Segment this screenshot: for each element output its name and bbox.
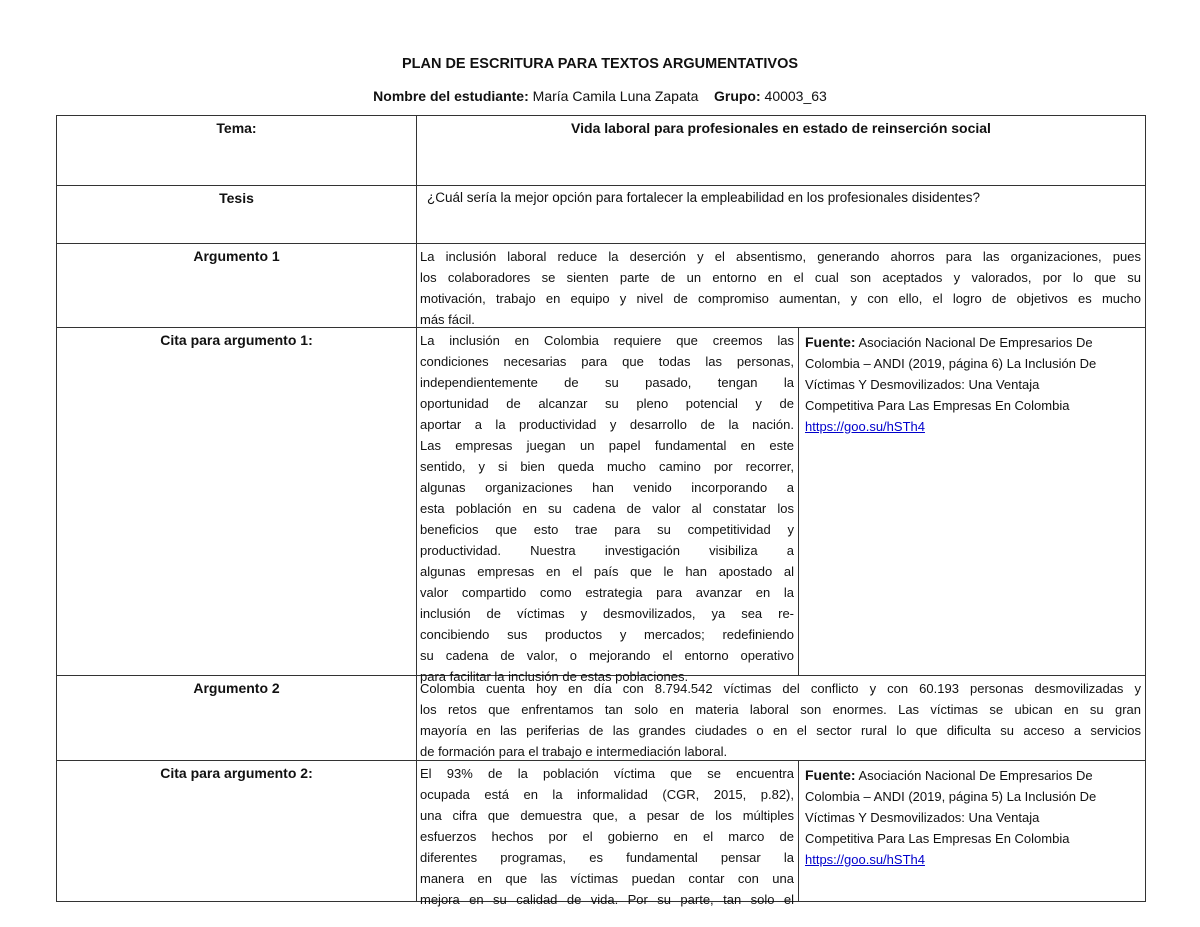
- row-tesis: [57, 185, 1145, 243]
- text-line: concibiendo sus productos y mercados; redefiniendo: [420, 627, 794, 642]
- cita-1-quote: [417, 328, 799, 684]
- text-line: condiciones necesarias para que todas las personas,: [420, 354, 794, 369]
- row-tema: [57, 116, 1145, 185]
- argumento-1-label: Argumento 1: [57, 244, 417, 327]
- text-line: ocupada está en la informalidad (CGR, 2015, p.82),: [420, 787, 794, 802]
- source-line: Víctimas Y Desmovilizados: Una Ventaja: [805, 377, 1040, 392]
- source-link[interactable]: https://goo.su/hSTh4: [805, 852, 925, 867]
- text-line: Las empresas juegan un papel fundamental en este: [420, 438, 794, 453]
- row-cita-2: [57, 760, 1145, 907]
- text-line: más fácil.: [420, 312, 475, 327]
- argumento-1-text: [417, 244, 1145, 327]
- tema-label: Tema:: [57, 116, 417, 185]
- source-label: Fuente:: [805, 334, 856, 350]
- text-line: esfuerzos hechos por el gobierno en el marco de: [420, 829, 794, 844]
- cita-2-source: [799, 761, 1145, 901]
- cita-1-label: Cita para argumento 1:: [57, 328, 417, 675]
- text-line: inclusión de víctimas y desmovilizados, ya sea re-: [420, 606, 794, 621]
- cita-1-source: [799, 328, 1145, 675]
- text-line: El 93% de la población víctima que se encuentra: [420, 766, 794, 781]
- source-label: Fuente:: [805, 767, 856, 783]
- tesis-label: Tesis: [57, 186, 417, 243]
- source-line: Competitiva Para Las Empresas En Colombia: [805, 398, 1070, 413]
- row-cita-1: [57, 327, 1145, 684]
- text-line: de formación para el trabajo e intermediación laboral.: [420, 744, 728, 759]
- text-line: oportunidad de alcanzar su pleno potencial y de: [420, 396, 794, 411]
- source-line: Víctimas Y Desmovilizados: Una Ventaja: [805, 810, 1040, 825]
- student-info: [0, 88, 1200, 104]
- text-line: motivación, trabajo en equipo y nivel de compromiso aumentan, y con ello, el logro de objetivos es mucho: [420, 291, 1141, 306]
- source-line: Colombia – ANDI (2019, página 6) La Inclusión De: [805, 356, 1097, 371]
- text-line: su cadena de valor, o mejorando el entorno operativo: [420, 648, 794, 663]
- text-line: diferentes programas, es fundamental pensar la: [420, 850, 794, 865]
- row-argumento-2: [57, 675, 1145, 760]
- argumento-2-text: [417, 676, 1145, 760]
- writing-plan-table: [56, 115, 1146, 907]
- group-value: 40003_63: [764, 88, 827, 104]
- text-line: algunas organizaciones han venido incorporando a: [420, 480, 794, 495]
- student-label: Nombre del estudiante:: [373, 88, 529, 104]
- argumento-2-label: Argumento 2: [57, 676, 417, 760]
- text-line: productividad. Nuestra investigación visibiliza a: [420, 543, 794, 558]
- text-line: sentido, y si bien queda mucho camino por recorrer,: [420, 459, 794, 474]
- text-line: independientemente de su pasado, tengan la: [420, 375, 794, 390]
- text-line: aportar a la productividad y desarrollo de la nación.: [420, 417, 794, 432]
- source-link[interactable]: https://goo.su/hSTh4: [805, 419, 925, 434]
- text-line: una cifra que demuestra que, a pesar de los múltiples: [420, 808, 794, 823]
- document-title: PLAN DE ESCRITURA PARA TEXTOS ARGUMENTATIVOS: [401, 56, 799, 72]
- text-line: algunas empresas en el país que le han apostado al: [420, 564, 794, 579]
- tesis-value: ¿Cuál sería la mejor opción para fortalecer la empleabilidad en los profesionales disidentes?: [427, 190, 981, 205]
- source-line: Asociación Nacional De Empresarios De: [858, 768, 1093, 783]
- cita-2-quote: [417, 761, 799, 907]
- source-line: Asociación Nacional De Empresarios De: [858, 335, 1093, 350]
- text-line: La inclusión en Colombia requiere que creemos las: [420, 333, 794, 348]
- text-line: Colombia cuenta hoy en día con 8.794.542 víctimas del conflicto y con 60.193 personas desmovilizadas y: [420, 681, 1141, 696]
- student-name: María Camila Luna Zapata: [532, 88, 699, 104]
- text-line: mejora en su calidad de vida. Por su parte, tan solo el: [420, 892, 794, 907]
- row-argumento-1: [57, 243, 1145, 327]
- text-line: La inclusión laboral reduce la deserción y el absentismo, generando ahorros para las organizaciones, pues: [420, 249, 1141, 264]
- text-line: para facilitar la inclusión de estas poblaciones.: [420, 669, 689, 684]
- text-line: los retos que enfrentamos tan solo en materia laboral son enormes. Las víctimas se ubican en su gran: [420, 702, 1141, 717]
- text-line: los colaboradores se sienten parte de un entorno en el cual son aceptados y valorados, por lo que su: [420, 270, 1141, 285]
- group-label: Grupo:: [713, 88, 761, 104]
- text-line: mayoría en las periferias de las grandes ciudades o en el sector rural lo que dificulta su acceso a servicios: [420, 723, 1141, 738]
- source-line: Competitiva Para Las Empresas En Colombia: [805, 831, 1070, 846]
- text-line: valor compartido como estrategia para avanzar en la: [420, 585, 794, 600]
- text-line: esta población en su cadena de valor al constatar los: [420, 501, 794, 516]
- cita-2-label: Cita para argumento 2:: [57, 761, 417, 901]
- source-line: Colombia – ANDI (2019, página 5) La Inclusión De: [805, 789, 1097, 804]
- text-line: manera en que las víctimas puedan contar con una: [420, 871, 794, 886]
- text-line: beneficios que esto trae para su competitividad y: [420, 522, 794, 537]
- tema-value: Vida laboral para profesionales en estado de reinserción social: [571, 120, 991, 136]
